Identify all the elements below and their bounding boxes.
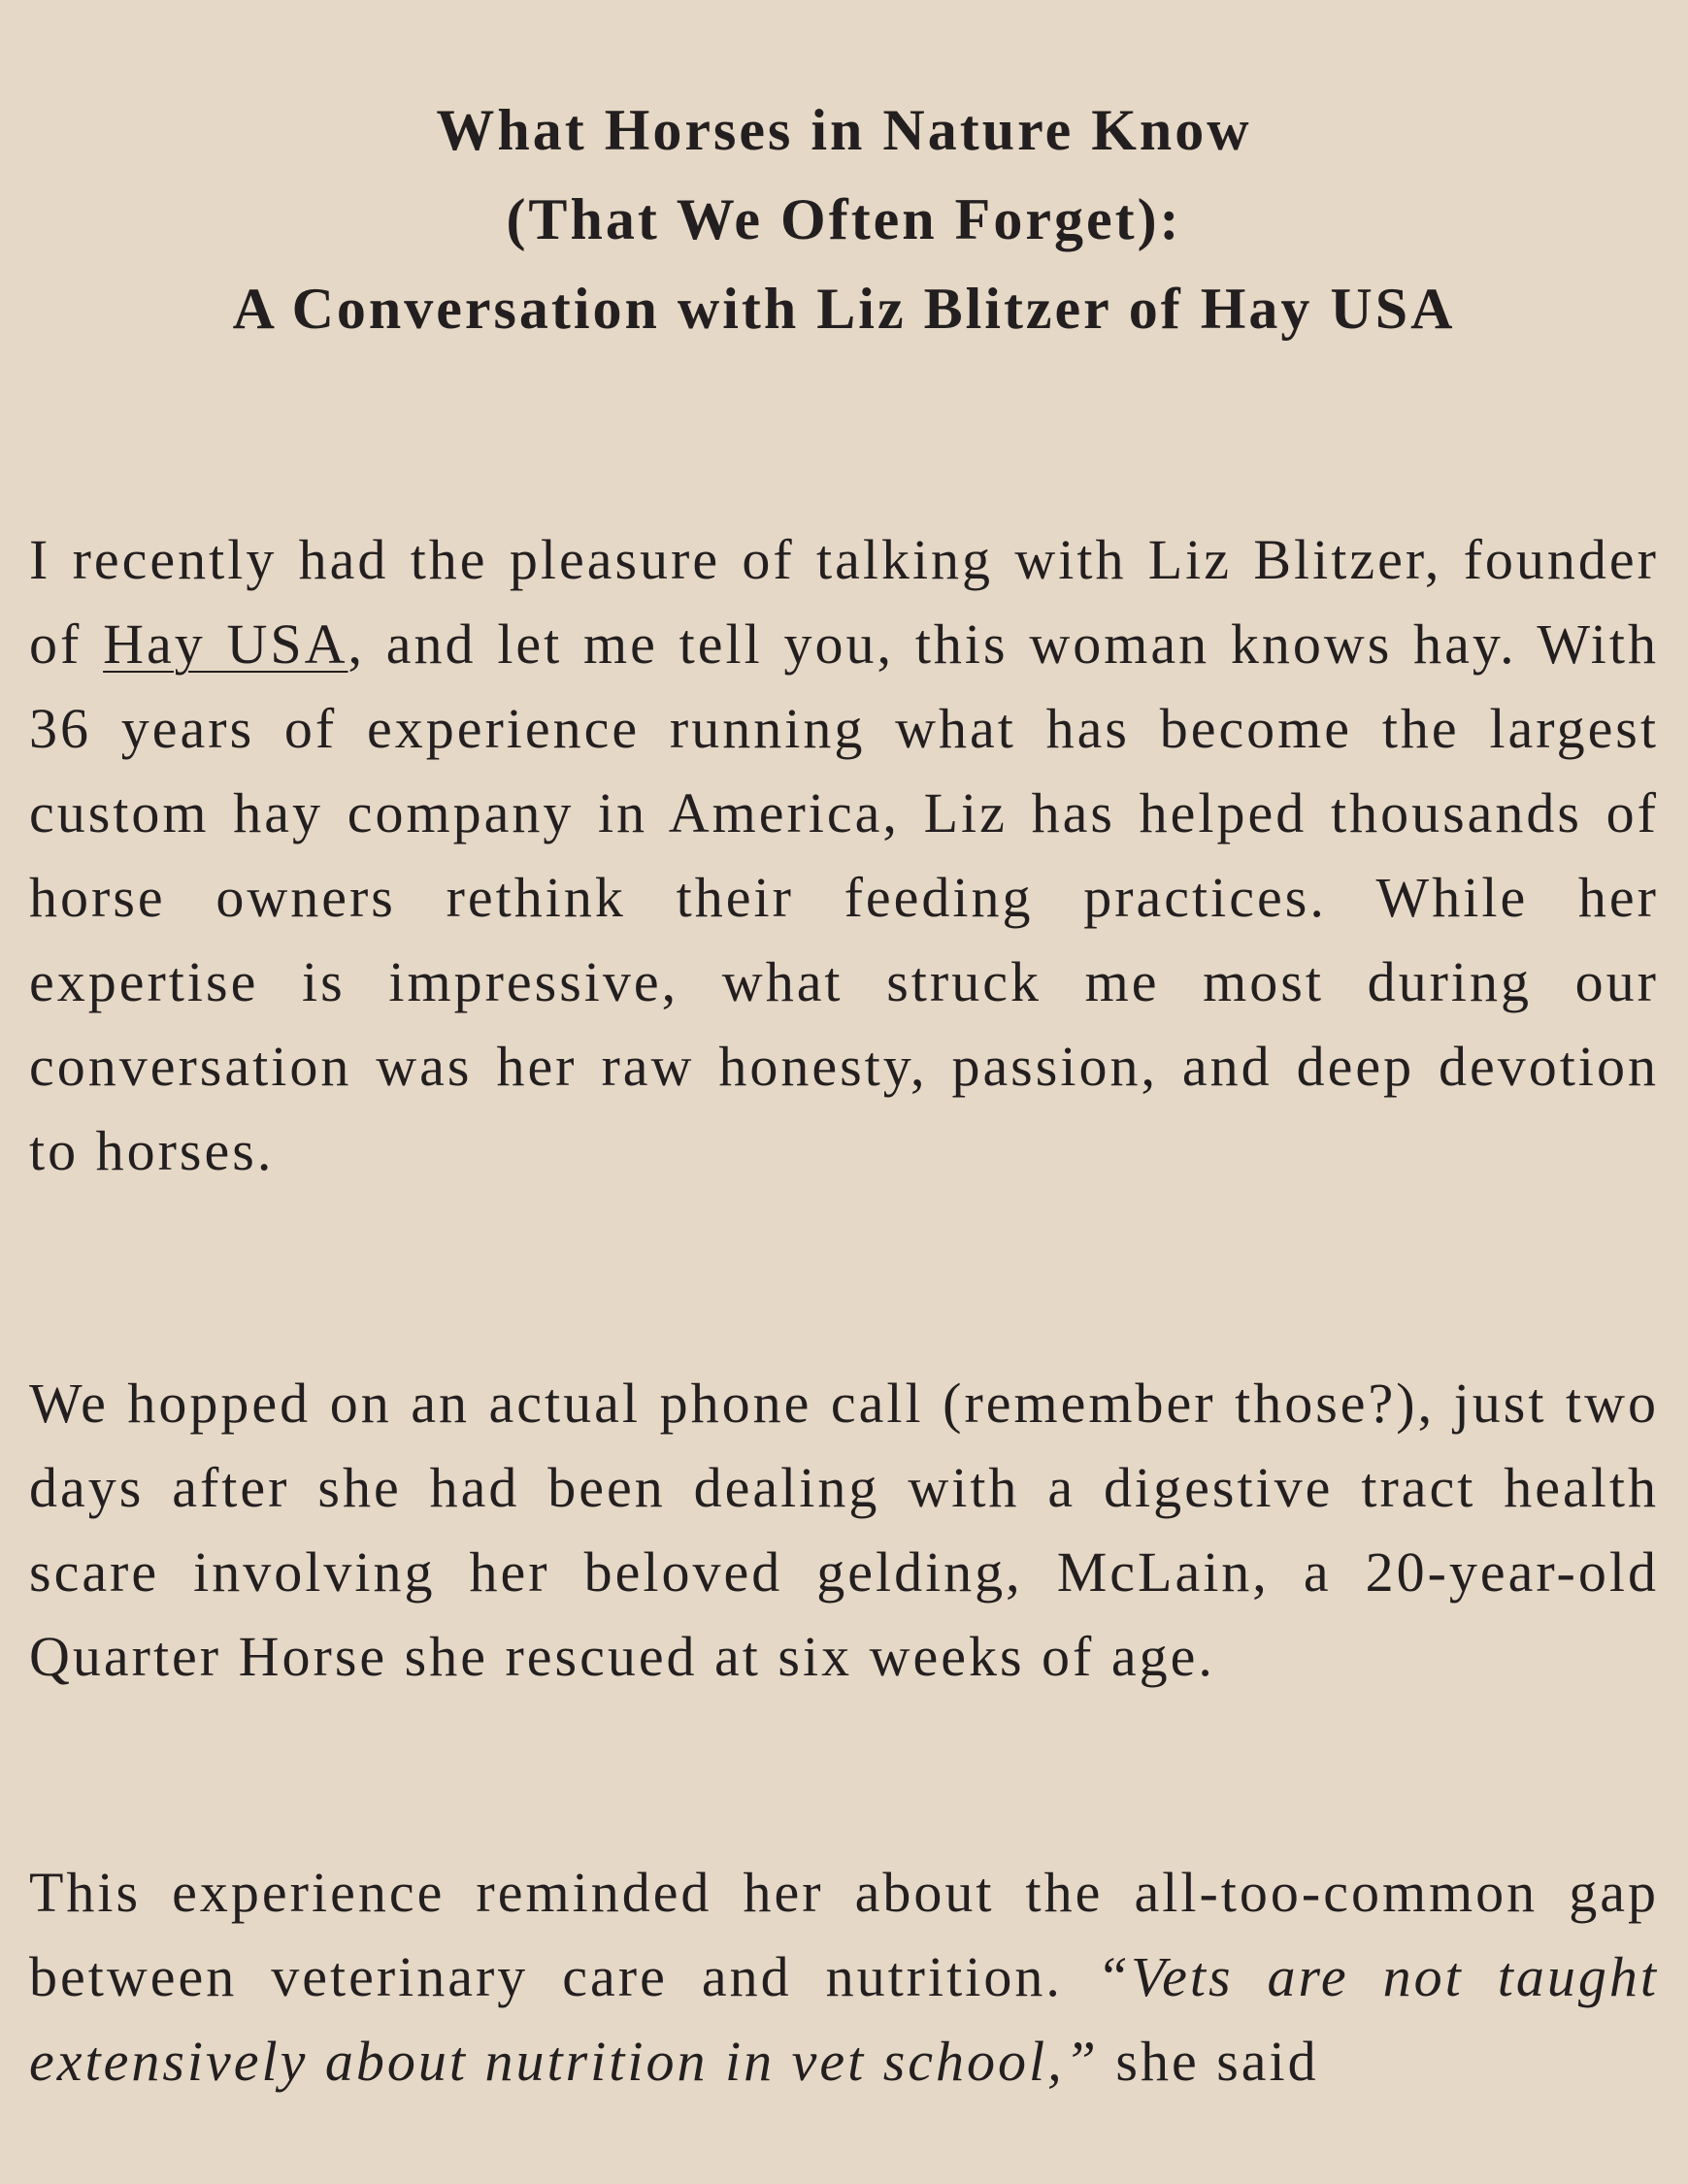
paragraph-vet-gap-text: This experience reminded her about the all-too-common gap between veterinary care and nutrition. xyxy=(29,1861,1659,2008)
title-line-1: What Horses in Nature Know xyxy=(436,98,1252,162)
article-title xyxy=(0,85,1688,353)
hay-usa-link[interactable]: Hay USA xyxy=(103,612,348,676)
paragraph-intro xyxy=(29,517,1659,1193)
paragraph-vet-gap-tail: she said xyxy=(1098,2030,1319,2093)
paragraph-intro-text-end: , and let me tell you, this woman knows hay. With 36 years of experience running what has become the largest custom hay company in America, Liz has helped thousands of horse owners rethink their feeding practices. While her expertise is impressive, what struck me most during our conversation was her raw honesty, passion, and deep devotion to horses. xyxy=(29,612,1659,1182)
title-line-2: (That We Often Forget): xyxy=(506,187,1182,251)
paragraph-intro-text-start: I recently had the pleasure of talking with Liz Blitzer, founder of xyxy=(29,528,1659,676)
paragraph-vet-gap xyxy=(29,1850,1659,2103)
vet-quote: “Vets are not taught extensively about nutrition in vet school,” xyxy=(29,1945,1659,2093)
paragraph-phone-call: We hopped on an actual phone call (remember those?), just two days after she had been dealing with a digestive tract health scare involving her beloved gelding, McLain, a 20-year-old Quarter Horse she rescued at six weeks of age. xyxy=(29,1372,1659,1688)
title-line-3: A Conversation with Liz Blitzer of Hay USA xyxy=(232,277,1456,341)
